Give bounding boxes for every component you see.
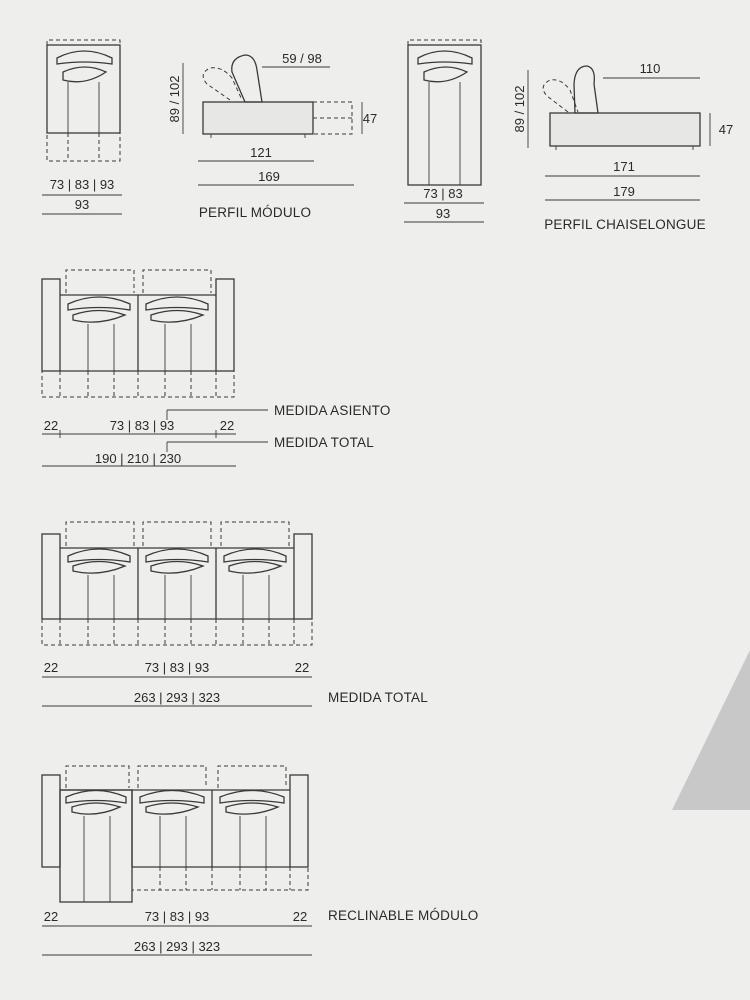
recliner-arm-right-dim: 22 [292, 909, 308, 924]
profile-module-height-dim: 89 / 102 [167, 75, 182, 123]
module-top-view [42, 40, 122, 214]
profile-module-total-depth-dim: 169 [258, 169, 280, 184]
three-seater-arm-left-dim: 22 [43, 660, 59, 675]
two-seater-arm-left-dim: 22 [43, 418, 59, 433]
profile-chaise-view [512, 61, 733, 232]
profile-module-caption: PERFIL MÓDULO [198, 205, 312, 220]
two-seater-total-label: MEDIDA TOTAL [274, 435, 374, 450]
three-seater-total-label: MEDIDA TOTAL [328, 690, 428, 705]
module-total-dim: 93 [74, 197, 90, 212]
two-seater-view [42, 270, 391, 466]
profile-chaise-depth-dim: 171 [613, 159, 635, 174]
two-seater-seat-dim: 73 | 83 | 93 [109, 418, 175, 433]
recliner-total-dim: 263 | 293 | 323 [133, 939, 221, 954]
profile-module-headrest-dim: 59 / 98 [282, 51, 322, 66]
two-seater-total-dim: 190 | 210 | 230 [94, 451, 182, 466]
recliner-three-view [42, 766, 478, 955]
two-seater-seat-label: MEDIDA ASIENTO [274, 403, 391, 418]
profile-module-view [167, 51, 377, 220]
profile-chaise-height-dim: 89 / 102 [512, 85, 527, 133]
three-seater-seat-dim: 73 | 83 | 93 [144, 660, 210, 675]
two-seater-arm-right-dim: 22 [219, 418, 235, 433]
three-seater-arm-right-dim: 22 [294, 660, 310, 675]
profile-module-seat-height-dim: 47 [362, 111, 378, 126]
module-width-dim: 73 | 83 | 93 [49, 177, 115, 192]
chaise-top-view [404, 40, 484, 222]
recliner-arm-left-dim: 22 [43, 909, 59, 924]
three-seater-total-dim: 263 | 293 | 323 [133, 690, 221, 705]
three-seater-view [42, 522, 428, 706]
chaise-width-dim: 73 | 83 [423, 186, 463, 201]
profile-chaise-caption: PERFIL CHAISELONGUE [544, 217, 706, 232]
profile-chaise-seat-height-dim: 47 [718, 122, 734, 137]
chaise-total-dim: 93 [435, 206, 451, 221]
profile-chaise-total-depth-dim: 179 [613, 184, 635, 199]
recliner-seat-dim: 73 | 83 | 93 [144, 909, 210, 924]
profile-module-depth-dim: 121 [250, 145, 272, 160]
decorative-triangle [672, 650, 750, 810]
recliner-label: RECLINABLE MÓDULO [328, 908, 479, 923]
profile-chaise-top-dim: 110 [639, 61, 661, 76]
